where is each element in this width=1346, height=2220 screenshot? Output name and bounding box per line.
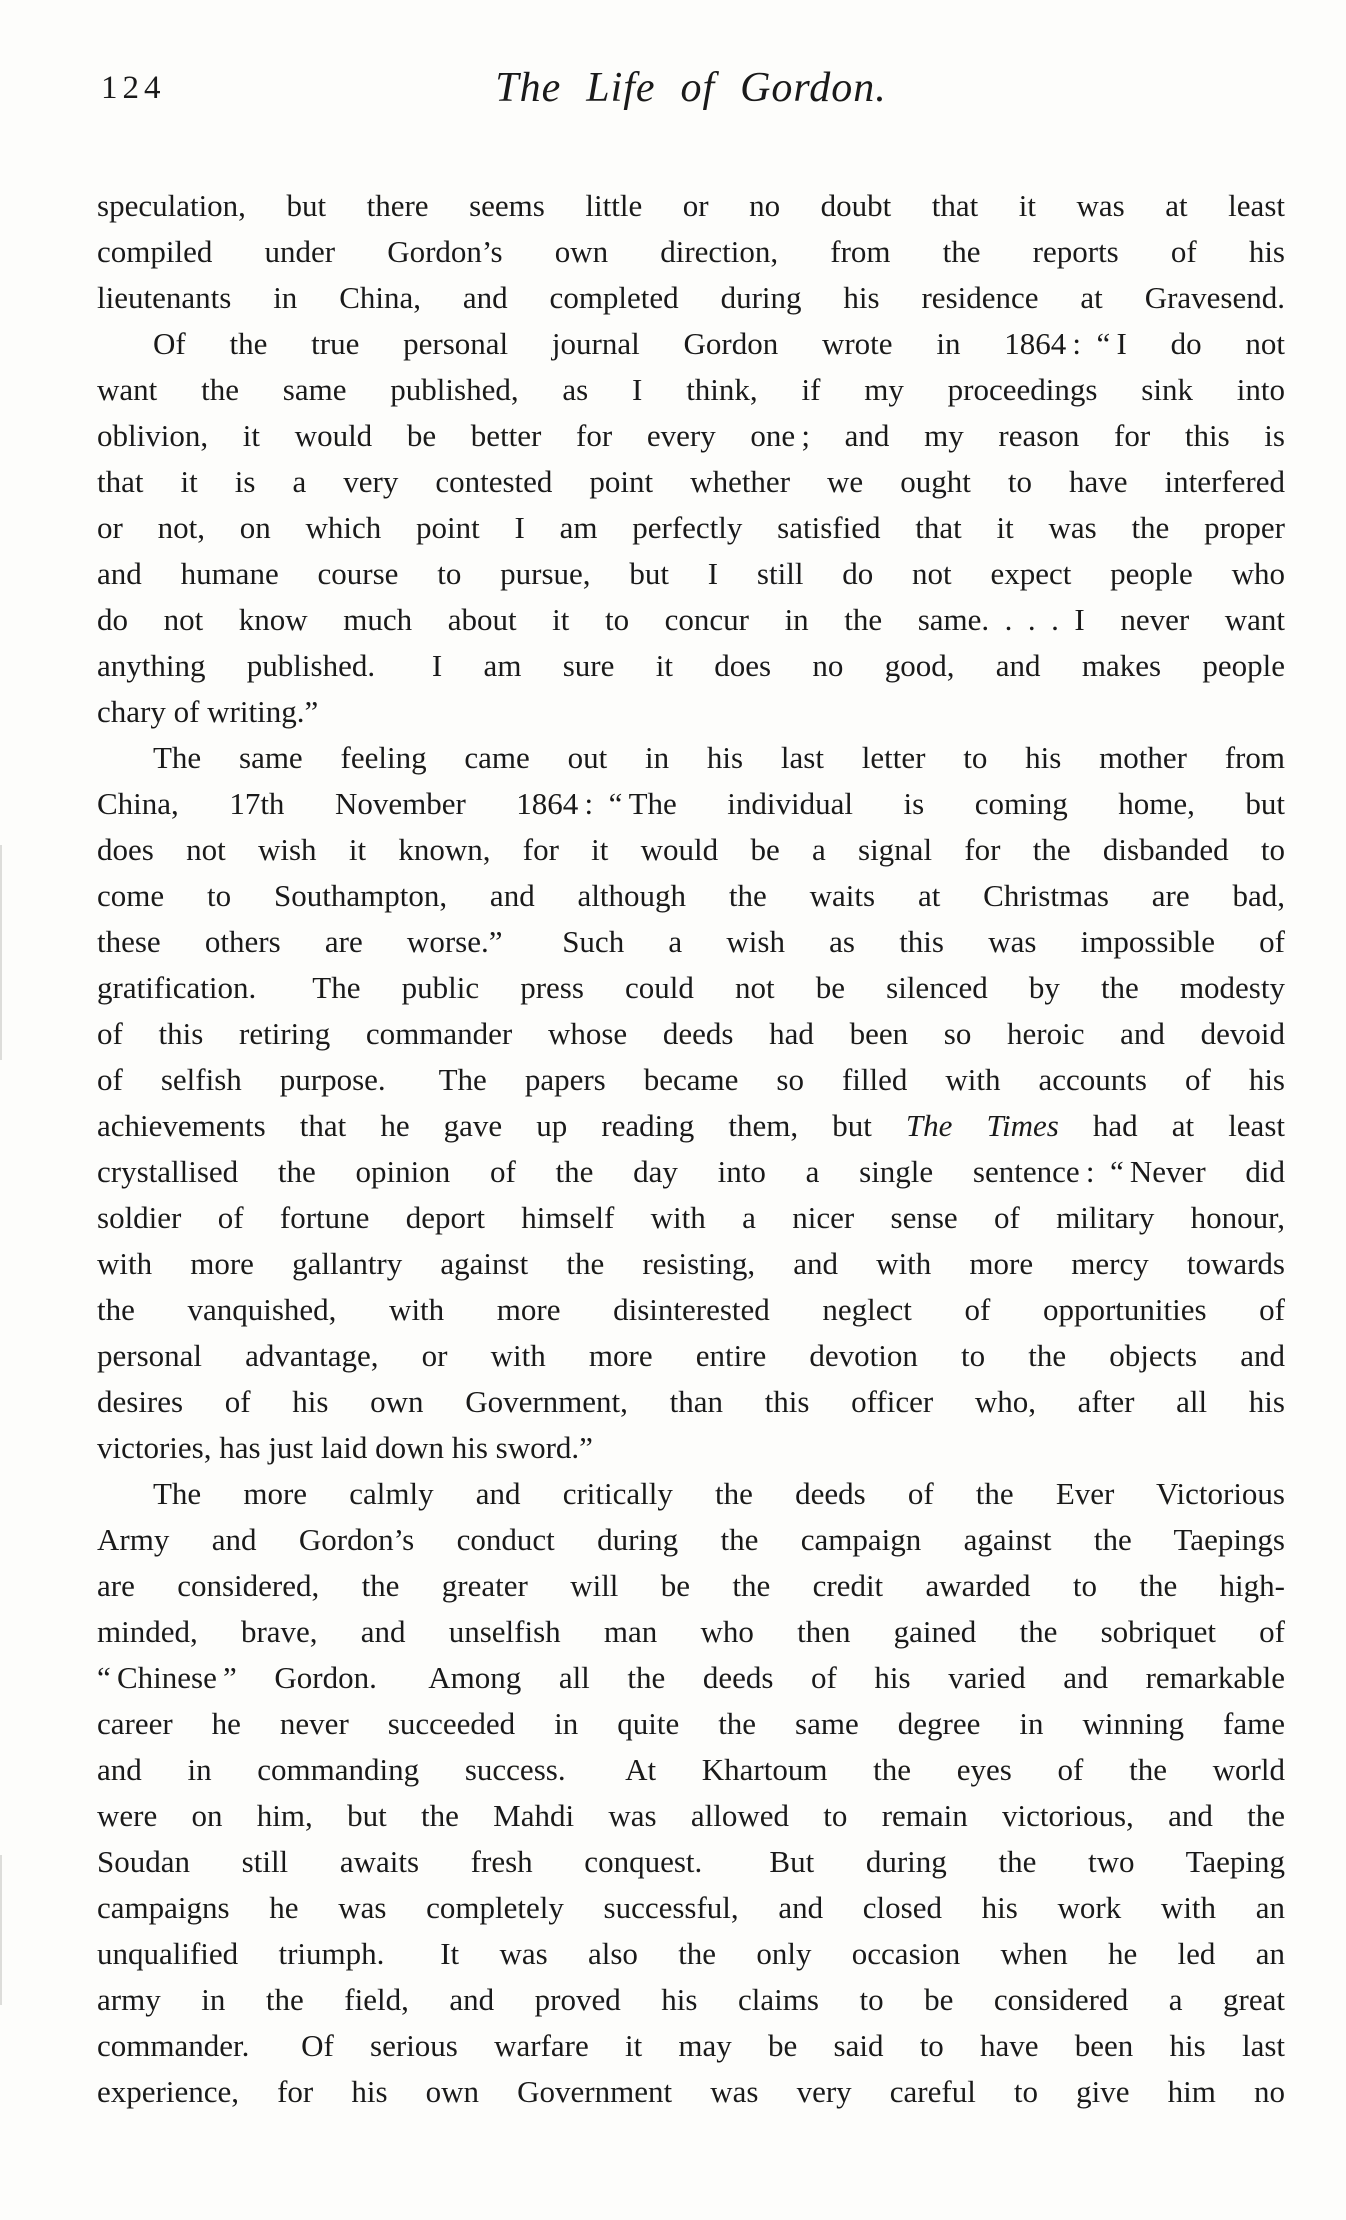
text-line: speculation, but there seems little or no doubt that it was at least <box>97 188 1285 223</box>
text-block <box>97 183 1285 2115</box>
text-line: that it is a very contested point whether we ought to have interfered <box>97 464 1285 499</box>
page-number: 124 <box>101 70 166 106</box>
scan-artifact <box>0 845 2 1060</box>
text-segment: achievements that he gave up reading them, but <box>97 1108 906 1143</box>
text-line: The more calmly and critically the deeds of the Ever Victorious <box>153 1476 1285 1511</box>
text-line: the vanquished, with more disinterested neglect of opportunities of <box>97 1292 1285 1327</box>
italic-text: The Times <box>905 1108 1059 1143</box>
text-line: gratification. The public press could not be silenced by the modesty <box>97 970 1285 1005</box>
text-line: and in commanding success. At Khartoum the eyes of the world <box>97 1752 1285 1787</box>
paragraph <box>97 183 1285 321</box>
paragraph <box>97 735 1285 1471</box>
text-line: China, 17th November 1864 : “ The individual is coming home, but <box>97 786 1285 821</box>
text-segment: had at least <box>1058 1108 1285 1143</box>
text-line: of selfish purpose. The papers became so filled with accounts of his <box>97 1062 1285 1097</box>
text-line: Soudan still awaits fresh conquest. But during the two Taeping <box>97 1844 1285 1879</box>
text-line: chary of writing.” <box>97 694 319 729</box>
page-header <box>97 62 1285 122</box>
text-line: want the same published, as I think, if my proceedings sink into <box>97 372 1285 407</box>
text-line: these others are worse.” Such a wish as this was impossible of <box>97 924 1285 959</box>
text-line: army in the field, and proved his claims to be considered a great <box>97 1982 1285 2017</box>
text-line: lieutenants in China, and completed during his residence at Gravesend. <box>97 280 1285 315</box>
text-line: oblivion, it would be better for every one ; and my reason for this is <box>97 418 1285 453</box>
text-line: unqualified triumph. It was also the only occasion when he led an <box>97 1936 1285 1971</box>
text-line: soldier of fortune deport himself with a nicer sense of military honour, <box>97 1200 1285 1235</box>
text-line: Of the true personal journal Gordon wrote in 1864 : “ I do not <box>153 326 1285 361</box>
text-line: with more gallantry against the resisting, and with more mercy towards <box>97 1246 1285 1281</box>
scan-artifact <box>0 1855 2 2005</box>
text-line: commander. Of serious warfare it may be said to have been his last <box>97 2028 1285 2063</box>
text-line: does not wish it known, for it would be a signal for the disbanded to <box>97 832 1285 867</box>
text-line: victories, has just laid down his sword.” <box>97 1430 593 1465</box>
text-line: minded, brave, and unselfish man who then gained the sobriquet of <box>97 1614 1285 1649</box>
text-line: Army and Gordon’s conduct during the campaign against the Taepings <box>97 1522 1285 1557</box>
running-head-title: The Life of Gordon. <box>495 65 887 111</box>
text-line: or not, on which point I am perfectly satisfied that it was the proper <box>97 510 1285 545</box>
text-line: experience, for his own Government was very careful to give him no <box>97 2074 1285 2109</box>
text-line: personal advantage, or with more entire devotion to the objects and <box>97 1338 1285 1373</box>
paragraph <box>97 321 1285 735</box>
text-line: do not know much about it to concur in the same. . . . I never want <box>97 602 1285 637</box>
text-line: anything published. I am sure it does no good, and makes people <box>97 648 1285 683</box>
text-line: desires of his own Government, than this officer who, after all his <box>97 1384 1285 1419</box>
paragraph <box>97 1471 1285 2115</box>
text-line: of this retiring commander whose deeds had been so heroic and devoid <box>97 1016 1285 1051</box>
text-line: campaigns he was completely successful, and closed his work with an <box>97 1890 1285 1925</box>
text-line <box>97 1103 1285 1149</box>
text-line: The same feeling came out in his last letter to his mother from <box>153 740 1285 775</box>
text-line: “ Chinese ” Gordon. Among all the deeds of his varied and remarkable <box>97 1660 1285 1695</box>
text-line: crystallised the opinion of the day into a single sentence : “ Never did <box>97 1154 1285 1189</box>
text-line: compiled under Gordon’s own direction, from the reports of his <box>97 234 1285 269</box>
text-line: were on him, but the Mahdi was allowed to remain victorious, and the <box>97 1798 1285 1833</box>
text-line: are considered, the greater will be the credit awarded to the high- <box>97 1568 1285 1603</box>
text-line: and humane course to pursue, but I still do not expect people who <box>97 556 1285 591</box>
text-line: career he never succeeded in quite the same degree in winning fame <box>97 1706 1285 1741</box>
text-line: come to Southampton, and although the waits at Christmas are bad, <box>97 878 1285 913</box>
